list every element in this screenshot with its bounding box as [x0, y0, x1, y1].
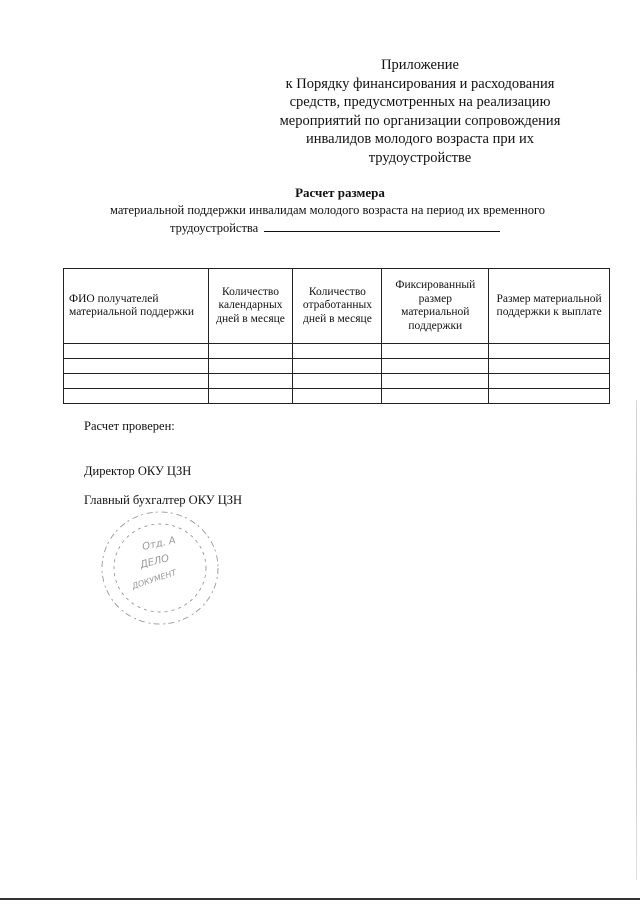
- director-signature-label: Директор ОКУ ЦЗН: [84, 464, 192, 478]
- appendix-line: трудоустройстве: [368, 149, 472, 166]
- table-cell: [489, 389, 610, 404]
- column-header-recipient: ФИО получателей материальной поддержки: [64, 269, 209, 344]
- appendix-line: к Порядку финансирования и расходования: [285, 75, 555, 92]
- table-row: [64, 359, 610, 374]
- table-cell: [64, 374, 209, 389]
- table-cell: [64, 389, 209, 404]
- table-row: [64, 389, 610, 404]
- appendix-line: инвалидов молодого возраста при их: [305, 131, 535, 148]
- bottom-border-line: [0, 898, 640, 900]
- table-cell: [382, 389, 489, 404]
- column-header-fixed-amount: Фиксированный размер материальной поддержки: [382, 269, 489, 344]
- round-stamp: [95, 505, 225, 630]
- table-cell: [382, 344, 489, 359]
- table-row: [64, 374, 610, 389]
- table-cell: [208, 389, 293, 404]
- accountant-signature-label: Главный бухгалтер ОКУ ЦЗН: [84, 493, 243, 507]
- stamp-text: ДЕЛО: [139, 553, 171, 571]
- table-cell: [208, 374, 293, 389]
- table-cell: [208, 359, 293, 374]
- calc-subtitle-continued: [170, 219, 500, 236]
- calc-subtitle: материальной поддержки инвалидам молодого возраста на период их временного: [110, 203, 546, 217]
- column-header-payout-amount: Размер материальной поддержки к выплате: [489, 269, 610, 344]
- table-cell: [293, 374, 382, 389]
- table-cell: [489, 359, 610, 374]
- table-cell: [489, 344, 610, 359]
- table-header-row: [64, 269, 610, 344]
- table-cell: [64, 344, 209, 359]
- stamp-text: Отд. А: [141, 535, 177, 553]
- stamp-text: ДОКУМЕНТ: [130, 568, 178, 591]
- table-cell: [489, 374, 610, 389]
- appendix-line: Приложение: [381, 57, 459, 73]
- appendix-header: [250, 56, 590, 168]
- column-header-calendar-days: Количество календарных дней в месяце: [208, 269, 293, 344]
- table-cell: [382, 359, 489, 374]
- period-blank-field: [264, 219, 500, 232]
- table-cell: [293, 389, 382, 404]
- calc-title: Расчет размера: [295, 185, 385, 200]
- table-row: [64, 344, 610, 359]
- table-cell: [64, 359, 209, 374]
- scan-edge-artifact: [636, 400, 637, 880]
- table-cell: [293, 359, 382, 374]
- column-header-worked-days: Количество отработанных дней в месяце: [293, 269, 382, 344]
- table-cell: [293, 344, 382, 359]
- appendix-line: мероприятий по организации сопровождения: [279, 112, 561, 129]
- calc-subtitle-word: трудоустройства: [170, 221, 259, 235]
- appendix-line: средств, предусмотренных на реализацию: [289, 94, 551, 111]
- checked-label: Расчет проверен:: [84, 419, 175, 433]
- support-calc-table: [63, 268, 610, 404]
- table-cell: [382, 374, 489, 389]
- table-cell: [208, 344, 293, 359]
